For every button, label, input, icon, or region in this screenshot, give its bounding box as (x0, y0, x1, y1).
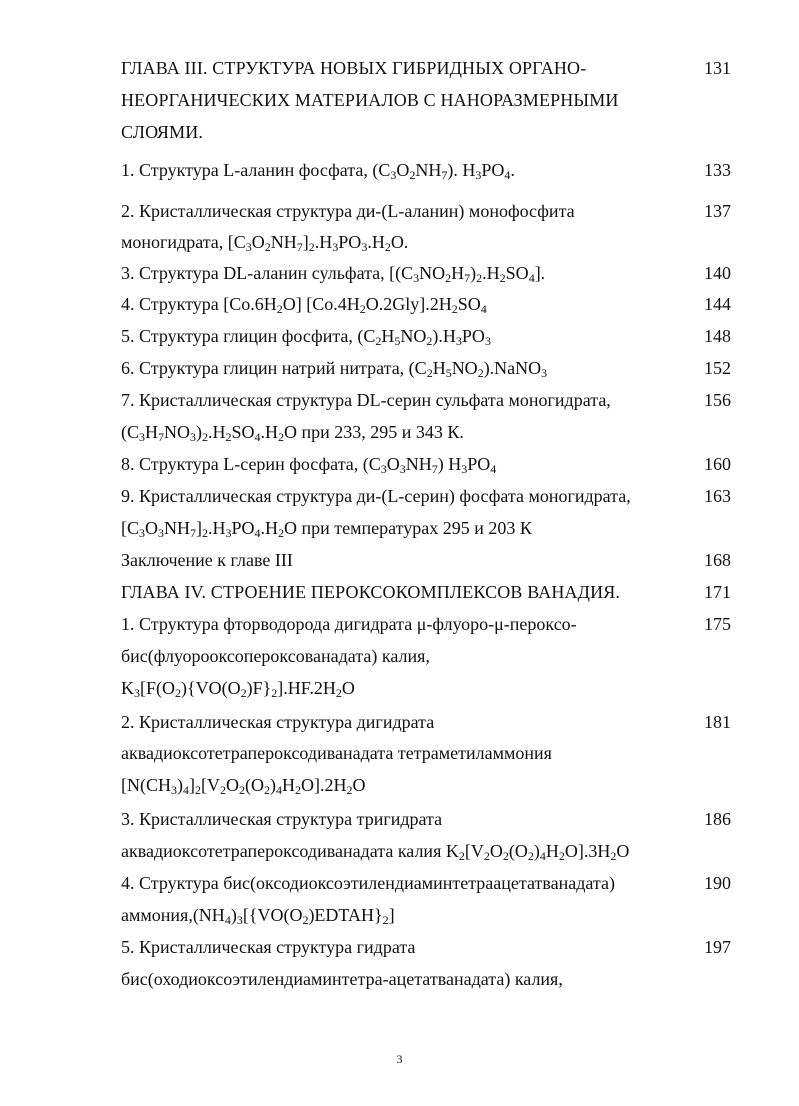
toc-entry-ch4-2-line-1: 2. Кристаллическая структура дигидрата (121, 712, 435, 732)
toc-entry-ch4-1-line-2: бис(флуорооксопероксованадата) калия, (121, 646, 430, 666)
toc-page-number: 137 (704, 201, 731, 221)
toc-page-number: 168 (704, 550, 731, 570)
toc-page-number: 163 (704, 486, 731, 506)
toc-page-number: 190 (704, 873, 731, 893)
toc-entry-ch3-7-line-1: 7. Кристаллическая структура DL-серин сульфата моногидрата, (121, 390, 611, 410)
toc-page-number: 131 (704, 58, 731, 78)
toc-entry-ch4-4-line-1: 4. Структура бис(оксодиоксоэтилендиаминтетраацетатванадата) (121, 873, 615, 893)
toc-page-number: 156 (704, 390, 731, 410)
toc-entry-ch3-9-line-1: 9. Кристаллическая структура ди-(L-серин) фосфата моногидрата, (121, 486, 631, 506)
toc-page-number: 160 (704, 454, 731, 474)
toc-entry-ch3-3: 3. Структура DL-аланин сульфата, $[(C_3NO_2H_7)_2.H_2SO_4]$. (121, 263, 546, 285)
toc-page-number: 175 (704, 614, 731, 634)
toc-entry-ch4-4-line-2: $аммония,(NH_4)_3[\{VO(O_2)EDTAH\}_2]$ (121, 905, 395, 927)
toc-entry-ch4-2-line-3: $[N(CH_3)_4]_2[V_2O_2(O_2)_4H_2O].2H_2O$ (121, 775, 366, 797)
toc-page-number: 144 (704, 294, 731, 314)
toc-entry-ch3-line-3: СЛОЯМИ. (121, 122, 204, 142)
toc-entry-ch3-5: 5. Структура глицин фосфита, $(C_2H_5NO_2).H_3PO_3$ (121, 326, 491, 348)
toc-entry-ch4: ГЛАВА IV. СТРОЕНИЕ ПЕРОКСОКОМПЛЕКСОВ ВАНАДИЯ. (121, 582, 621, 602)
toc-page-number: 171 (704, 582, 731, 602)
toc-entry-ch3-2-line-1: 2. Кристаллическая структура ди-(L-аланин) монофосфита (121, 201, 575, 221)
toc-entry-ch4-1-line-1: 1. Структура фторводорода дигидрата μ-флуоро-μ-пероксо- (121, 614, 577, 634)
toc-page-number: 140 (704, 263, 731, 283)
toc-entry-ch4-3-line-2: аквадиоксотетрапероксодиванадата калия $K_2[V_2O_2(O_2)_4H_2O].3H_2O$ (121, 841, 630, 863)
toc-entry-ch3-6: 6. Структура глицин натрий нитрата, $(C_2H_5NO_2).NaNO_3$ (121, 358, 548, 380)
toc-page-number: 186 (704, 809, 731, 829)
toc-entry-ch3-7-line-2: $(C_3H_7NO_3)_2.H_2SO_4.H_2O$ при 233, 295 и 343 К. (121, 422, 464, 444)
toc-page-number: 181 (704, 712, 731, 732)
toc-entry-ch4-2-line-2: аквадиоксотетрапероксодиванадата тетраметиламмония (121, 743, 552, 763)
toc-entry-ch3-1: 1. Структура L-аланин фосфата, $(C_3O_2NH_7)$. $H_3PO_4$. (121, 160, 515, 182)
toc-entry-ch3-line-1: ГЛАВА III. СТРУКТУРА НОВЫХ ГИБРИДНЫХ ОРГАНО- (121, 58, 587, 78)
toc-entry-ch3-line-2: НЕОРГАНИЧЕСКИХ МАТЕРИАЛОВ С НАНОРАЗМЕРНЫМИ (121, 90, 619, 110)
toc-entry-ch4-3-line-1: 3. Кристаллическая структура тригидрата (121, 809, 443, 829)
toc-entry-ch3-conclusion: Заключение к главе III (121, 550, 293, 570)
toc-page-number: 152 (704, 358, 731, 378)
toc-entry-ch4-5-line-2: бис(оходиоксоэтилендиаминтетра-ацетатванадата) калия, (121, 969, 563, 989)
toc-entry-ch3-2-line-2: моногидрата, $[C_3O_2NH_7]_2.H_3PO_3.H_2O$. (121, 232, 409, 254)
toc-page-number: 148 (704, 326, 731, 346)
toc-page-number: 133 (704, 160, 731, 180)
page-number-footer: 3 (396, 1052, 403, 1066)
toc-entry-ch4-1-line-3: $K_3[F(O_2)\{VO(O_2)F\}_2].HF.2H_2O$ (121, 678, 355, 700)
toc-entry-ch3-9-line-2: $[C_3O_3NH_7]_2.H_3PO_4.H_2O$ при температурах 295 и 203 К (121, 518, 532, 540)
toc-entry-ch3-8: 8. Структура L-серин фосфата, $(C_3O_3NH_7)$ $H_3PO_4$ (121, 454, 497, 476)
toc-entry-ch4-5-line-1: 5. Кристаллическая структура гидрата (121, 937, 416, 957)
toc-entry-ch3-4: 4. Структура $[Co.6H_2O]$ $[Co.4H_2O.2Gly].2H_2SO_4$ (121, 294, 487, 316)
toc-page-number: 197 (704, 937, 731, 957)
